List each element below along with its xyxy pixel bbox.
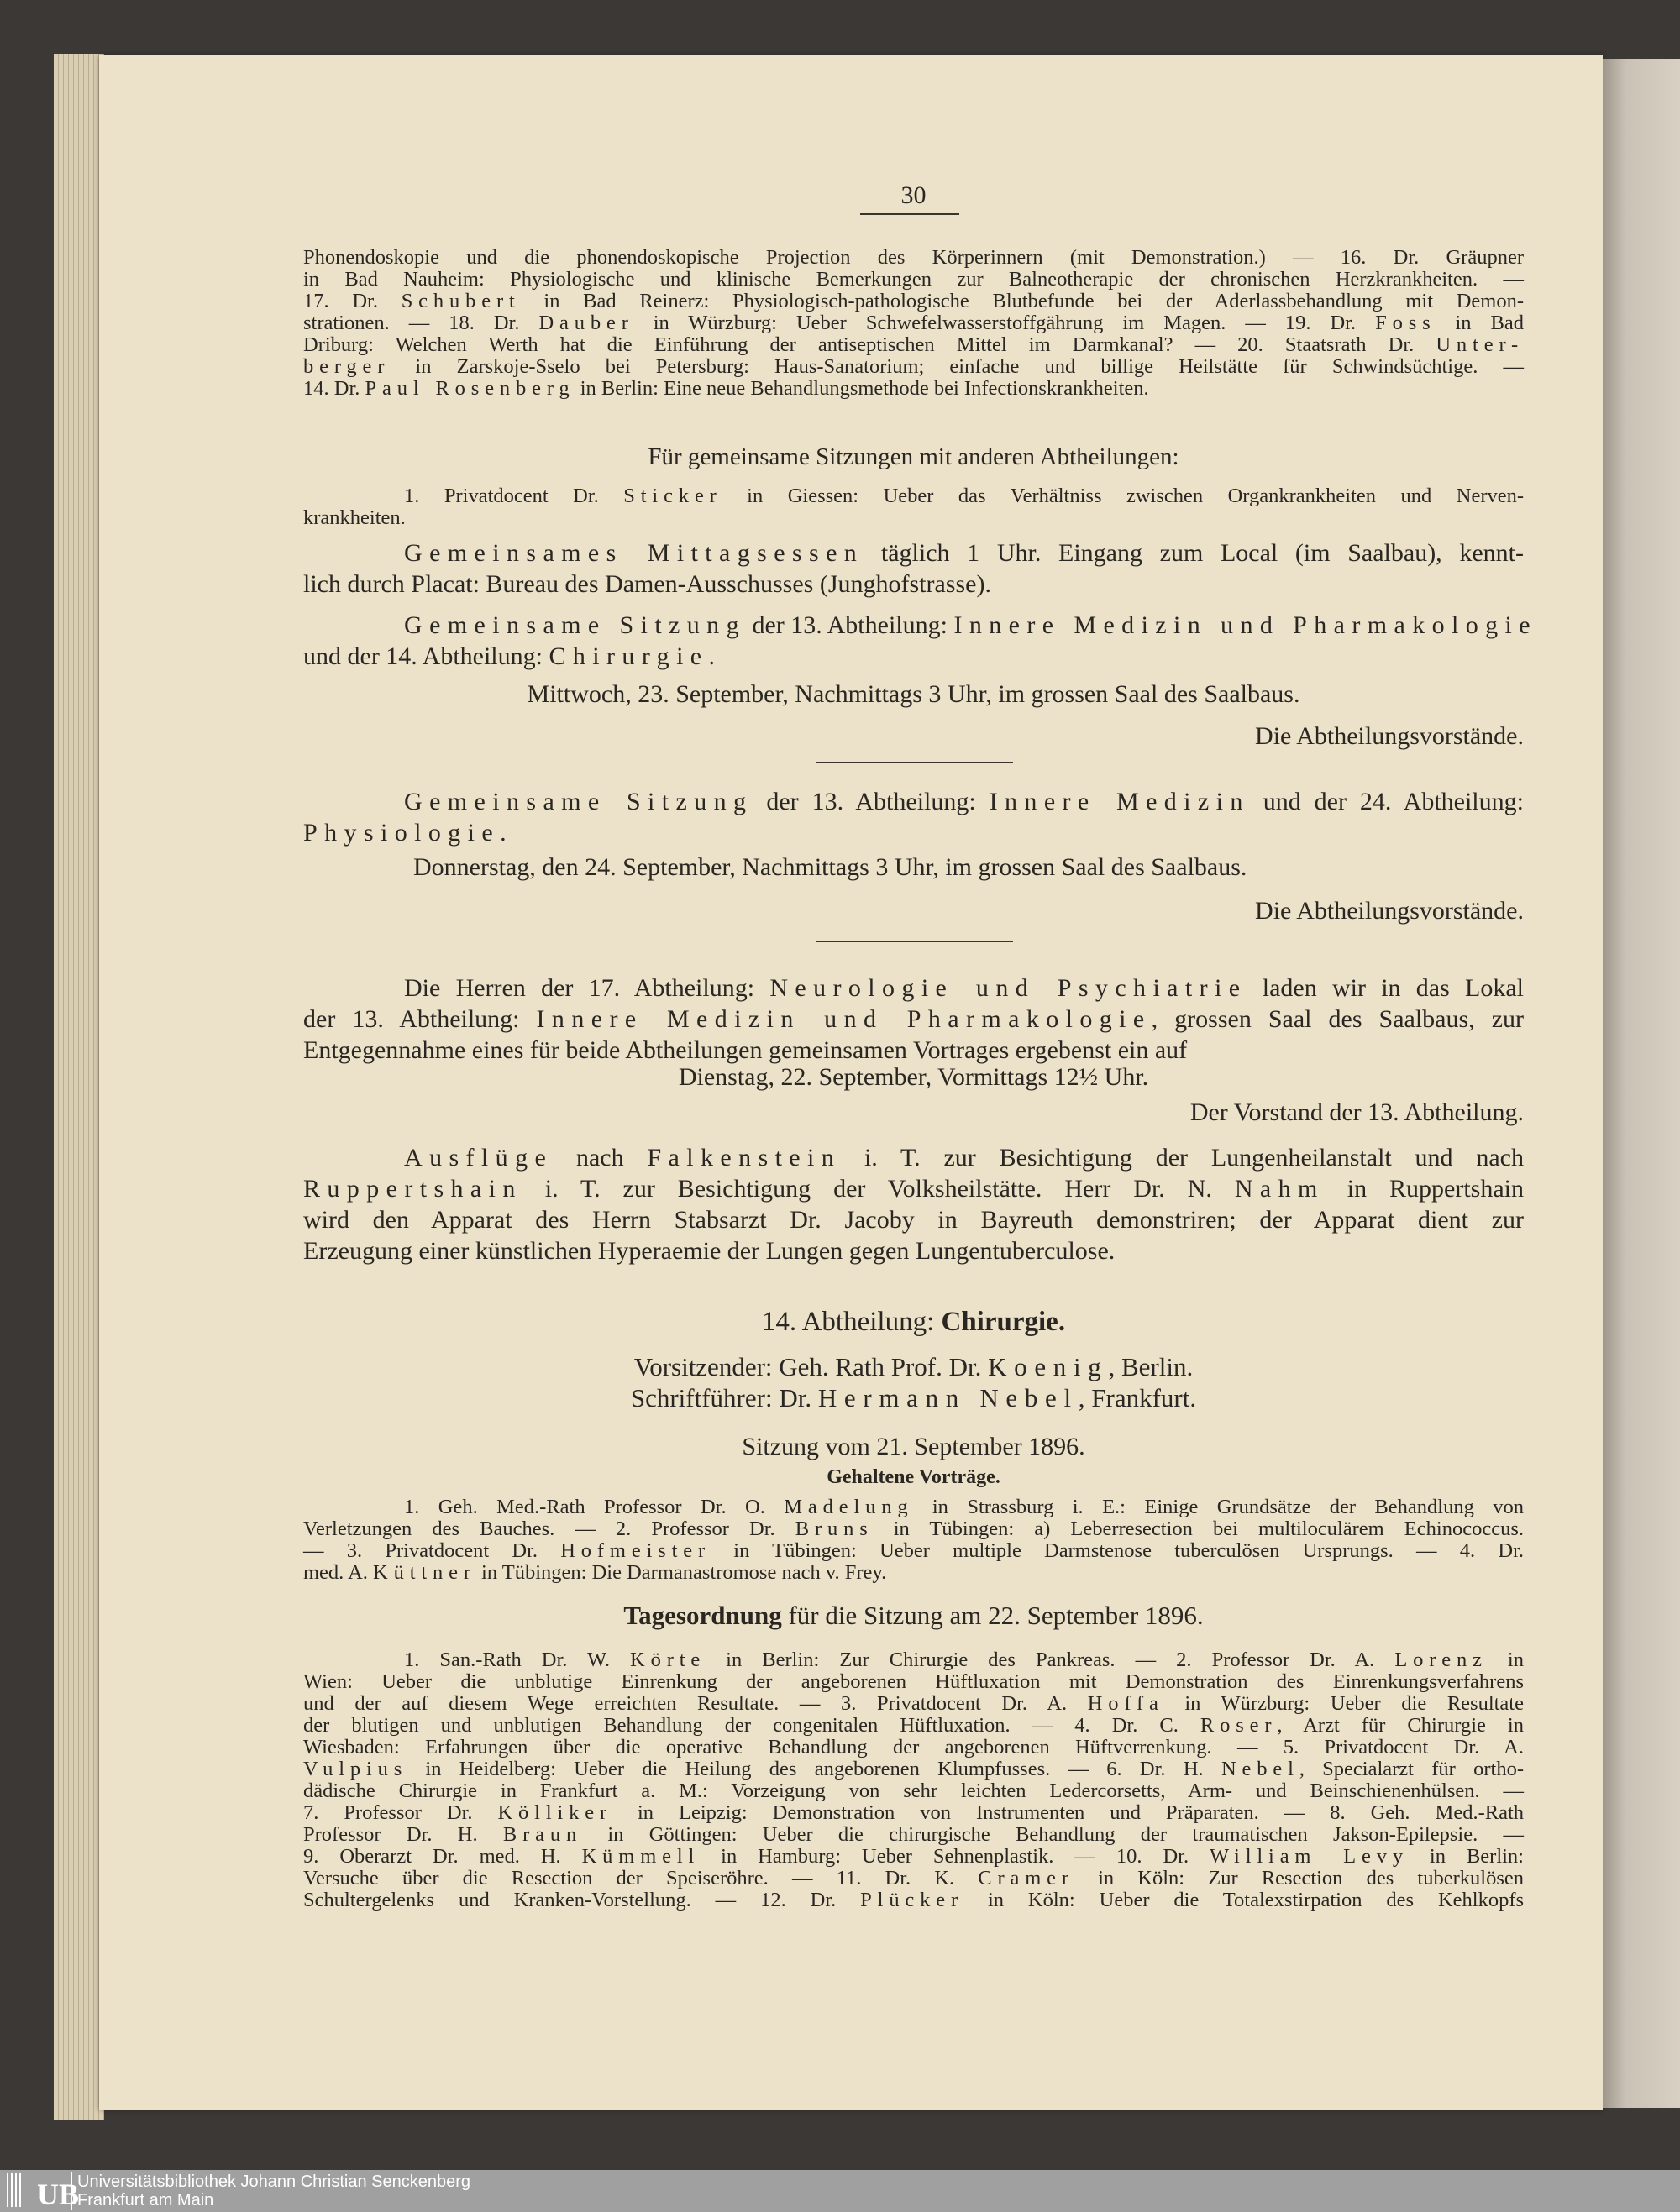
text-run: 9. Oberarzt Dr. med. H. xyxy=(303,1845,582,1868)
spaced-name: Schubert xyxy=(401,290,521,312)
text-run: 1. San.-Rath Dr. W. xyxy=(404,1649,631,1671)
facing-page-edge xyxy=(1603,59,1680,2108)
text-line xyxy=(303,1780,1524,1802)
secretary xyxy=(303,1383,1524,1413)
text-run: der 13. Abtheilung: xyxy=(745,611,954,639)
paragraph-neurology-invitation xyxy=(303,972,1524,1066)
chairman xyxy=(303,1352,1524,1382)
spaced-name: Falkenstein xyxy=(647,1144,842,1172)
text-line xyxy=(303,1540,1524,1562)
spaced-name: Chirurgie. xyxy=(549,642,722,670)
text-run: 14. Abtheilung: xyxy=(761,1307,942,1337)
text-run: strationen. — 18. Dr. xyxy=(303,312,539,334)
library-footer xyxy=(0,2170,1680,2212)
spaced-name: Roser xyxy=(1200,1714,1278,1737)
text-line xyxy=(303,312,1524,334)
text-run: in Bad Reinerz: Physiologisch-pathologische Blutbefunde bei der Aderlassbehandlung mit Demon- xyxy=(520,290,1525,312)
spaced-name: Unter- xyxy=(1436,333,1524,356)
spaced-name: Innere Medizin xyxy=(989,788,1250,815)
text-run: in Köln: Ueber die Totalexstirpation des Kehlkopfs xyxy=(963,1889,1525,1911)
spaced-name: Nahm xyxy=(1234,1175,1325,1203)
spaced-name: Innere Medizin und Pharmakologie xyxy=(953,611,1537,639)
spaced-name: Bruns xyxy=(795,1517,874,1540)
text-line xyxy=(303,1352,1524,1382)
spaced-name: Körte xyxy=(630,1649,706,1671)
text-line xyxy=(303,269,1524,291)
spaced-name: Koenig xyxy=(988,1352,1109,1381)
text-run: Wiesbaden: Erfahrungen über die operative Behandlung der angeborenen Hüftverrenkung. — 5. Privatdocent Dr. A. xyxy=(303,1736,1524,1759)
spaced-name: Hermann Nebel xyxy=(817,1383,1079,1413)
text-run: 7. Professor Dr. xyxy=(303,1801,498,1824)
spaced-name: Hofmeister xyxy=(560,1539,711,1562)
text-run: täglich 1 Uhr. Eingang zum Local (im Saalbau), kennt- xyxy=(864,539,1524,567)
text-run: in Tübingen: Die Darmanastromose nach v. Frey. xyxy=(475,1561,887,1584)
text-run: in Heidelberg: Ueber die Heilung des angeborenen Klumpfusses. — 6. Dr. H. xyxy=(407,1758,1221,1780)
section-title xyxy=(303,1307,1524,1338)
text-line xyxy=(303,378,1524,400)
text-line xyxy=(303,1004,1524,1035)
text-run: in Berlin: Zur Chirurgie des Pankreas. — 2. Professor Dr. A. xyxy=(706,1649,1395,1671)
logo-text: UB xyxy=(37,2178,80,2211)
text-run: in xyxy=(1487,1649,1524,1671)
paragraph-joint-session-14 xyxy=(303,610,1537,672)
text-run: der 13. Abtheilung: xyxy=(753,788,990,815)
text-line xyxy=(303,1693,1524,1715)
text-run: in Zarskoje-Sselo bei Petersburg: Haus-Sanatorium; einfache und billige Heilstätte für Schwindsüchtige. — xyxy=(390,355,1524,378)
text-line xyxy=(303,1759,1524,1780)
spaced-name: Braun xyxy=(502,1823,583,1846)
text-run: laden wir in das Lokal xyxy=(1247,974,1524,1002)
text-run: , grossen Saal des Saalbaus, zur xyxy=(1151,1005,1524,1033)
text-line xyxy=(303,1890,1524,1911)
text-run: in Tübingen: Ueber multiple Darmstenose tuberculösen Ursprungs. — 4. Dr. xyxy=(711,1539,1524,1562)
text-line xyxy=(303,569,1524,600)
paragraph-sticker xyxy=(303,485,1524,529)
paragraph-excursions xyxy=(303,1142,1524,1266)
text-line xyxy=(303,817,1524,848)
paragraph-section13-talks xyxy=(303,247,1524,400)
text-run: in Strassburg i. E.: Einige Grundsätze der Behandlung von xyxy=(913,1496,1524,1518)
text-run: 17. Dr. xyxy=(303,290,402,312)
bold-text: Chirurgie. xyxy=(941,1307,1066,1337)
text-run: , Arzt für Chirurgie in xyxy=(1277,1714,1524,1737)
text-line xyxy=(303,291,1524,312)
text-line xyxy=(303,1649,1524,1671)
text-line xyxy=(303,641,1524,672)
text-line xyxy=(303,1204,1524,1235)
text-run: in Giessen: Ueber das Verhältniss zwischen Organkrankheiten und Nerven- xyxy=(722,485,1525,507)
text-line xyxy=(303,1846,1524,1868)
thursday-schedule: Donnerstag, den 24. September, Nachmittags 3 Uhr, im grossen Saal des Saalbaus. xyxy=(413,853,1247,881)
text-run: für die Sitzung am 22. September 1896. xyxy=(781,1601,1204,1630)
text-run: in Bad Nauheim: Physiologische und klinische Bemerkungen zur Balneotherapie der chronischen Herzkrankheiten. — xyxy=(303,268,1524,291)
library-logo xyxy=(3,2172,80,2211)
signature-1: Die Abtheilungsvorstände. xyxy=(1255,722,1524,750)
spaced-name: Gemeinsame Sitzung xyxy=(404,788,753,815)
text-line xyxy=(303,1601,1524,1631)
text-run: 14. Dr. xyxy=(303,377,365,400)
session-date: Sitzung vom 21. September 1896. xyxy=(742,1433,1085,1460)
paragraph-talks-held xyxy=(303,1497,1524,1584)
spaced-name: Vulpius xyxy=(303,1758,408,1780)
text-run: und der 24. Abtheilung: xyxy=(1249,788,1524,815)
text-line xyxy=(303,1802,1524,1824)
spaced-name: berger xyxy=(303,355,391,378)
text-run: 1. Privatdocent Dr. xyxy=(404,485,624,507)
text-run: und der auf diesem Wege erreichten Resultate. — 3. Privatdocent Dr. A. xyxy=(303,1692,1088,1715)
spaced-name: Madelung xyxy=(784,1496,914,1518)
spaced-name: Foss xyxy=(1375,312,1436,334)
wednesday-schedule: Mittwoch, 23. September, Nachmittags 3 Uhr, im grossen Saal des Saalbaus. xyxy=(527,680,1300,708)
text-run: in Ruppertshain xyxy=(1324,1175,1525,1203)
divider-2 xyxy=(816,941,1013,942)
spaced-name: Physiologie. xyxy=(303,819,513,847)
spaced-name: Neurologie und Psychiatrie xyxy=(769,974,1247,1002)
text-run: in Köln: Zur Resection des tuberkulösen xyxy=(1074,1867,1524,1890)
text-run: , Frankfurt. xyxy=(1078,1383,1197,1413)
text-line xyxy=(303,334,1524,356)
divider-1 xyxy=(816,762,1013,763)
text-line xyxy=(303,1715,1524,1737)
text-run: — 3. Privatdocent Dr. xyxy=(303,1539,561,1562)
paragraph-agenda xyxy=(303,1649,1524,1911)
text-line xyxy=(303,610,1537,641)
logo-bars-icon xyxy=(7,2173,24,2207)
text-line xyxy=(303,1518,1524,1540)
text-line xyxy=(303,485,1524,507)
text-line xyxy=(303,1671,1524,1693)
text-line xyxy=(303,1562,1524,1584)
text-run: in Leipzig: Demonstration von Instrumenten und Präparaten. — 8. Geh. Med.-Rath xyxy=(612,1801,1524,1824)
spaced-name: Ausflüge xyxy=(404,1144,554,1172)
text-run: in Tübingen: a) Leberresection bei multiloculärem Echinococcus. xyxy=(873,1517,1524,1540)
spaced-name: Dauber xyxy=(538,312,634,334)
text-run: lich durch Placat: Bureau des Damen-Ausschusses (Junghofstrasse). xyxy=(303,570,991,598)
text-run: Versuche über die Resection der Speiseröhre. — 11. Dr. K. xyxy=(303,1867,979,1890)
text-run: in Hamburg: Ueber Sehnenplastik. — 10. Dr. xyxy=(700,1845,1210,1868)
text-run: Schriftführer: Dr. xyxy=(630,1383,818,1413)
spaced-name: Kümmell xyxy=(581,1845,701,1868)
text-run: krankheiten. xyxy=(303,506,406,529)
text-run: i. T. zur Besichtigung der Volksheilstätte. Herr Dr. N. xyxy=(522,1175,1235,1203)
text-run: nach xyxy=(553,1144,648,1172)
text-line xyxy=(303,1737,1524,1759)
spaced-name: Gemeinsames Mittagsessen xyxy=(404,539,864,567)
paragraph-joint-session-24 xyxy=(303,786,1524,848)
signature-3: Der Vorstand der 13. Abtheilung. xyxy=(1189,1098,1524,1126)
spaced-name: Sticker xyxy=(623,485,722,507)
text-run: dädische Chirurgie in Frankfurt a. M.: Vorzeigung von sehr leichten Ledercorsetts, Arm- und Beinschienenhülsen. — xyxy=(303,1780,1524,1802)
text-run: in Bad xyxy=(1436,312,1524,334)
text-run: med. A. xyxy=(303,1561,374,1584)
bold-text: Tagesordnung xyxy=(623,1601,782,1630)
spaced-name: Gemeinsame Sitzung xyxy=(404,611,746,639)
text-line xyxy=(303,1383,1524,1413)
tuesday-schedule: Dienstag, 22. September, Vormittags 12½ Uhr. xyxy=(678,1063,1149,1091)
text-line xyxy=(303,786,1524,817)
text-run: Erzeugung einer künstlichen Hyperaemie der Lungen gegen Lungentuberculose. xyxy=(303,1237,1116,1265)
spaced-name: Hoffa xyxy=(1087,1692,1164,1715)
text-run: in Würzburg: Ueber die Resultate xyxy=(1163,1692,1524,1715)
text-run: in Würzburg: Ueber Schwefelwasserstoffgährung im Magen. — 19. Dr. xyxy=(633,312,1376,334)
text-run: in Berlin: Eine neue Behandlungsmethode bei Infectionskrankheiten. xyxy=(575,377,1149,400)
text-run: Wien: Ueber die unblutige Einrenkung der angeborenen Hüftluxation mit Demonstration des Einrenkungsverfahrens xyxy=(303,1670,1524,1693)
text-run: und der 14. Abtheilung: xyxy=(303,642,549,670)
text-line xyxy=(303,1307,1524,1338)
text-line xyxy=(303,972,1524,1004)
text-run: Phonendoskopie und die phonendoskopische Projection des Körperinnern (mit Demonstration.) — 16. Dr. Gräupner xyxy=(303,246,1524,269)
spaced-name: Ruppertshain xyxy=(303,1175,522,1203)
text-run: Professor Dr. H. xyxy=(303,1823,503,1846)
spaced-name: Lorenz xyxy=(1394,1649,1488,1671)
text-line xyxy=(303,507,1524,529)
page-stack-edge xyxy=(54,54,104,2120)
spaced-name: Plücker xyxy=(860,1889,964,1911)
text-line xyxy=(303,1235,1524,1266)
spaced-name: Innere Medizin und Pharmakologie xyxy=(536,1005,1152,1033)
spaced-name: William Levy xyxy=(1210,1845,1409,1868)
page-number-rule xyxy=(860,213,959,215)
text-run: 1. Geh. Med.-Rath Professor Dr. O. xyxy=(404,1496,785,1518)
agenda-title xyxy=(303,1601,1524,1631)
joint-sessions-heading: Für gemeinsame Sitzungen mit anderen Abtheilungen: xyxy=(648,443,1179,470)
text-line xyxy=(303,356,1524,378)
text-line xyxy=(303,1142,1524,1173)
text-run: in Göttingen: Ueber die chirurgische Behandlung der traumatischen Jakson-Epilepsie. — xyxy=(582,1823,1524,1846)
text-line xyxy=(303,1868,1524,1890)
text-run: i. T. zur Besichtigung der Lungenheilanstalt und nach xyxy=(841,1144,1524,1172)
text-line xyxy=(303,537,1524,569)
spaced-name: Cramer xyxy=(978,1867,1074,1890)
text-run: Die Herren der 17. Abtheilung: xyxy=(404,974,770,1002)
text-run: Schultergelenks und Kranken-Vorstellung. — 12. Dr. xyxy=(303,1889,861,1911)
spaced-name: Kölliker xyxy=(497,1801,613,1824)
signature-2: Die Abtheilungsvorstände. xyxy=(1255,897,1524,925)
text-run: Verletzungen des Bauches. — 2. Professor Dr. xyxy=(303,1517,795,1540)
text-line xyxy=(303,1824,1524,1846)
text-run: der 13. Abtheilung: xyxy=(303,1005,537,1033)
text-run: wird den Apparat des Herrn Stabsarzt Dr. Jacoby in Bayreuth demonstriren; der Apparat dient zur xyxy=(303,1206,1524,1234)
text-line xyxy=(303,1173,1524,1204)
talks-heading: Gehaltene Vorträge. xyxy=(827,1466,1000,1488)
text-line xyxy=(303,1035,1524,1066)
paragraph-lunch xyxy=(303,537,1524,600)
library-name: Universitätsbibliothek Johann Christian Senckenberg xyxy=(77,2173,471,2191)
text-run: in Berlin: xyxy=(1408,1845,1524,1868)
text-run: Driburg: Welchen Werth hat die Einführung der antiseptischen Mittel im Darmkanal? — 20. Staatsrath Dr. xyxy=(303,333,1436,356)
text-line xyxy=(303,1497,1524,1518)
spaced-name: Küttner xyxy=(373,1561,476,1584)
text-run: Vorsitzender: Geh. Rath Prof. Dr. xyxy=(633,1352,989,1381)
text-run: der blutigen und unblutigen Behandlung der congenitalen Hüftluxation. — 4. Dr. C. xyxy=(303,1714,1200,1737)
page-number: 30 xyxy=(900,181,927,209)
text-run: , Berlin. xyxy=(1108,1352,1194,1381)
spaced-name: Nebel xyxy=(1221,1758,1299,1780)
text-run: , Specialarzt für ortho- xyxy=(1299,1758,1524,1780)
text-line xyxy=(303,247,1524,269)
library-city: Frankfurt am Main xyxy=(77,2191,214,2209)
text-run: Entgegennahme eines für beide Abtheilungen gemeinsamen Vortrages ergebenst ein auf xyxy=(303,1036,1188,1064)
spaced-name: Paul Rosenberg xyxy=(365,377,575,400)
